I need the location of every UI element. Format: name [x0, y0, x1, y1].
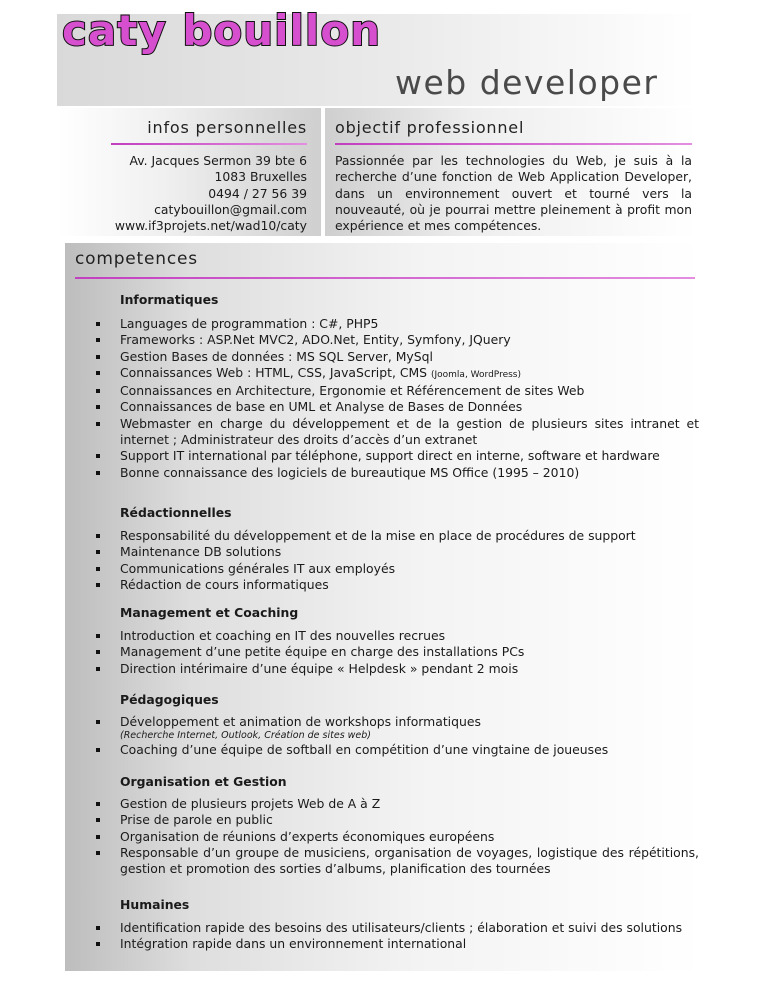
skill-item — [65, 845, 702, 878]
bullet-icon — [96, 650, 100, 654]
personal-info-divider — [111, 143, 307, 145]
section-heading: Informatiques — [120, 292, 219, 307]
skill-list — [65, 628, 702, 677]
section-heading: Pédagogiques — [120, 692, 219, 707]
skill-item — [65, 628, 702, 644]
bullet-icon — [96, 534, 100, 538]
skill-item — [65, 399, 702, 415]
skill-text: Coaching d’une équipe de softball en compétition d’une vingtaine de joueuses — [120, 742, 609, 758]
bullet-icon — [96, 338, 100, 342]
bullet-icon — [96, 720, 100, 724]
skill-detail: (Joomla, WordPress) — [430, 369, 521, 380]
competences-divider — [75, 277, 695, 279]
skill-list — [65, 920, 702, 953]
competences-panel — [65, 243, 702, 971]
skill-text: Support IT international par téléphone, support direct en interne, software et hardware — [120, 448, 660, 464]
bullet-icon — [96, 851, 100, 855]
contact-details — [115, 153, 307, 234]
skill-item — [65, 796, 702, 812]
skill-text: Frameworks : ASP.Net MVC2, ADO.Net, Entity, Symfony, JQuery — [120, 332, 511, 348]
skill-text: Maintenance DB solutions — [120, 544, 282, 560]
skill-text: Intégration rapide dans un environnement international — [120, 936, 467, 952]
skill-item — [65, 332, 702, 348]
bullet-icon — [96, 583, 100, 587]
skill-item — [65, 365, 702, 383]
skill-item — [65, 448, 702, 464]
skill-text: Management d’une petite équipe en charge des installations PCs — [120, 644, 525, 660]
section-heading: Organisation et Gestion — [120, 774, 287, 789]
candidate-name: caty bouillon — [62, 6, 382, 55]
skill-item — [65, 349, 702, 365]
bullet-icon — [96, 748, 100, 752]
bullet-icon — [96, 454, 100, 458]
skill-item — [65, 644, 702, 660]
bullet-icon — [96, 471, 100, 475]
skill-list — [65, 714, 702, 759]
bullet-icon — [96, 371, 100, 375]
bullet-icon — [96, 634, 100, 638]
email-address: catybouillon@gmail.com — [154, 201, 307, 217]
objective-divider — [335, 143, 692, 145]
skill-text: Webmaster en charge du développement et de la gestion de plusieurs sites intranet et internet ; Administrateur des droits d’accès d’un extranet — [120, 415, 699, 448]
bullet-icon — [96, 550, 100, 554]
skill-text: Communications générales IT aux employés — [120, 560, 396, 576]
objective-text: Passionnée par les technologies du Web, je suis à la recherche d’une fonction de Web Application Developer, dans un environnement ouvert et tourné vers la nouveauté, où je pourrai mettre pleinement à profit mon expérience et mes compétences. — [335, 153, 692, 234]
skill-note: (Recherche Internet, Outlook, Création de sites web) — [120, 730, 372, 742]
skill-item — [65, 577, 702, 593]
bullet-icon — [96, 422, 100, 426]
bullet-icon — [96, 926, 100, 930]
skill-item — [65, 829, 702, 845]
skill-item — [65, 383, 702, 399]
skill-item — [65, 528, 702, 544]
section-heading: Management et Coaching — [120, 605, 299, 620]
skill-text: Identification rapide des besoins des utilisateurs/clients ; élaboration et suivi des solutions — [120, 920, 683, 935]
section-heading: Humaines — [120, 897, 190, 912]
skill-list — [65, 316, 702, 481]
address-street: Av. Jacques Sermon 39 bte 6 — [129, 153, 307, 168]
bullet-icon — [96, 835, 100, 839]
bullet-icon — [96, 667, 100, 671]
skill-text: Introduction et coaching en IT des nouvelles recrues — [120, 628, 446, 643]
skill-item — [65, 661, 702, 677]
bullet-icon — [96, 567, 100, 571]
skill-text: Gestion de plusieurs projets Web de A à Z — [120, 796, 381, 811]
skill-item — [65, 316, 702, 332]
website-url: www.if3projets.net/wad10/caty — [114, 218, 307, 234]
objective-panel — [325, 108, 697, 236]
bullet-icon — [96, 405, 100, 409]
bullet-icon — [96, 818, 100, 822]
section-heading: Rédactionnelles — [120, 505, 232, 520]
skill-item — [65, 561, 702, 577]
phone-number: 0494 / 27 56 39 — [208, 185, 307, 201]
skill-item — [65, 416, 702, 449]
skill-text: Responsable d’un groupe de musiciens, organisation de voyages, logistique des répétitions, gestion et promotion des sorties d’albums, planification des tournées — [120, 844, 699, 877]
skill-item — [65, 714, 702, 742]
skill-text: Rédaction de cours informatiques — [120, 576, 329, 592]
skill-text: Connaissances en Architecture, Ergonomie et Référencement de sites Web — [120, 383, 585, 399]
bullet-icon — [96, 355, 100, 359]
address-city: 1083 Bruxelles — [214, 169, 307, 185]
skill-text: Bonne connaissance des logiciels de bureautique MS Office (1995 – 2010) — [120, 464, 580, 480]
skill-text: Gestion Bases de données : MS SQL Server, MySql — [120, 348, 433, 364]
bullet-icon — [96, 802, 100, 806]
objective-title: objectif professionnel — [335, 118, 525, 137]
skill-item — [65, 920, 702, 936]
job-title: web developer — [395, 63, 659, 102]
skill-list — [65, 528, 702, 593]
skill-text: Direction intérimaire d’une équipe « Helpdesk » pendant 2 mois — [120, 660, 519, 676]
bullet-icon — [96, 942, 100, 946]
skill-text: Organisation de réunions d’experts économiques européens — [120, 828, 495, 844]
competences-title: competences — [75, 249, 198, 269]
skill-item — [65, 936, 702, 952]
skill-text: Connaissances Web : HTML, CSS, JavaScript, CMS — [120, 364, 431, 380]
skill-item — [65, 812, 702, 828]
skill-item — [65, 544, 702, 560]
skill-list — [65, 796, 702, 877]
skill-item — [65, 742, 702, 758]
skill-text: Connaissances de base en UML et Analyse de Bases de Données — [120, 399, 523, 415]
personal-info-title: infos personnelles — [147, 118, 307, 137]
skill-item — [65, 465, 702, 481]
bullet-icon — [96, 322, 100, 326]
personal-info-panel — [57, 108, 321, 236]
skill-text: Prise de parole en public — [120, 812, 273, 828]
skill-text: Responsabilité du développement et de la mise en place de procédures de support — [120, 528, 636, 543]
bullet-icon — [96, 389, 100, 393]
skill-text: Développement et animation de workshops informatiques — [120, 714, 481, 729]
skill-text: Languages de programmation : C#, PHP5 — [120, 316, 379, 331]
